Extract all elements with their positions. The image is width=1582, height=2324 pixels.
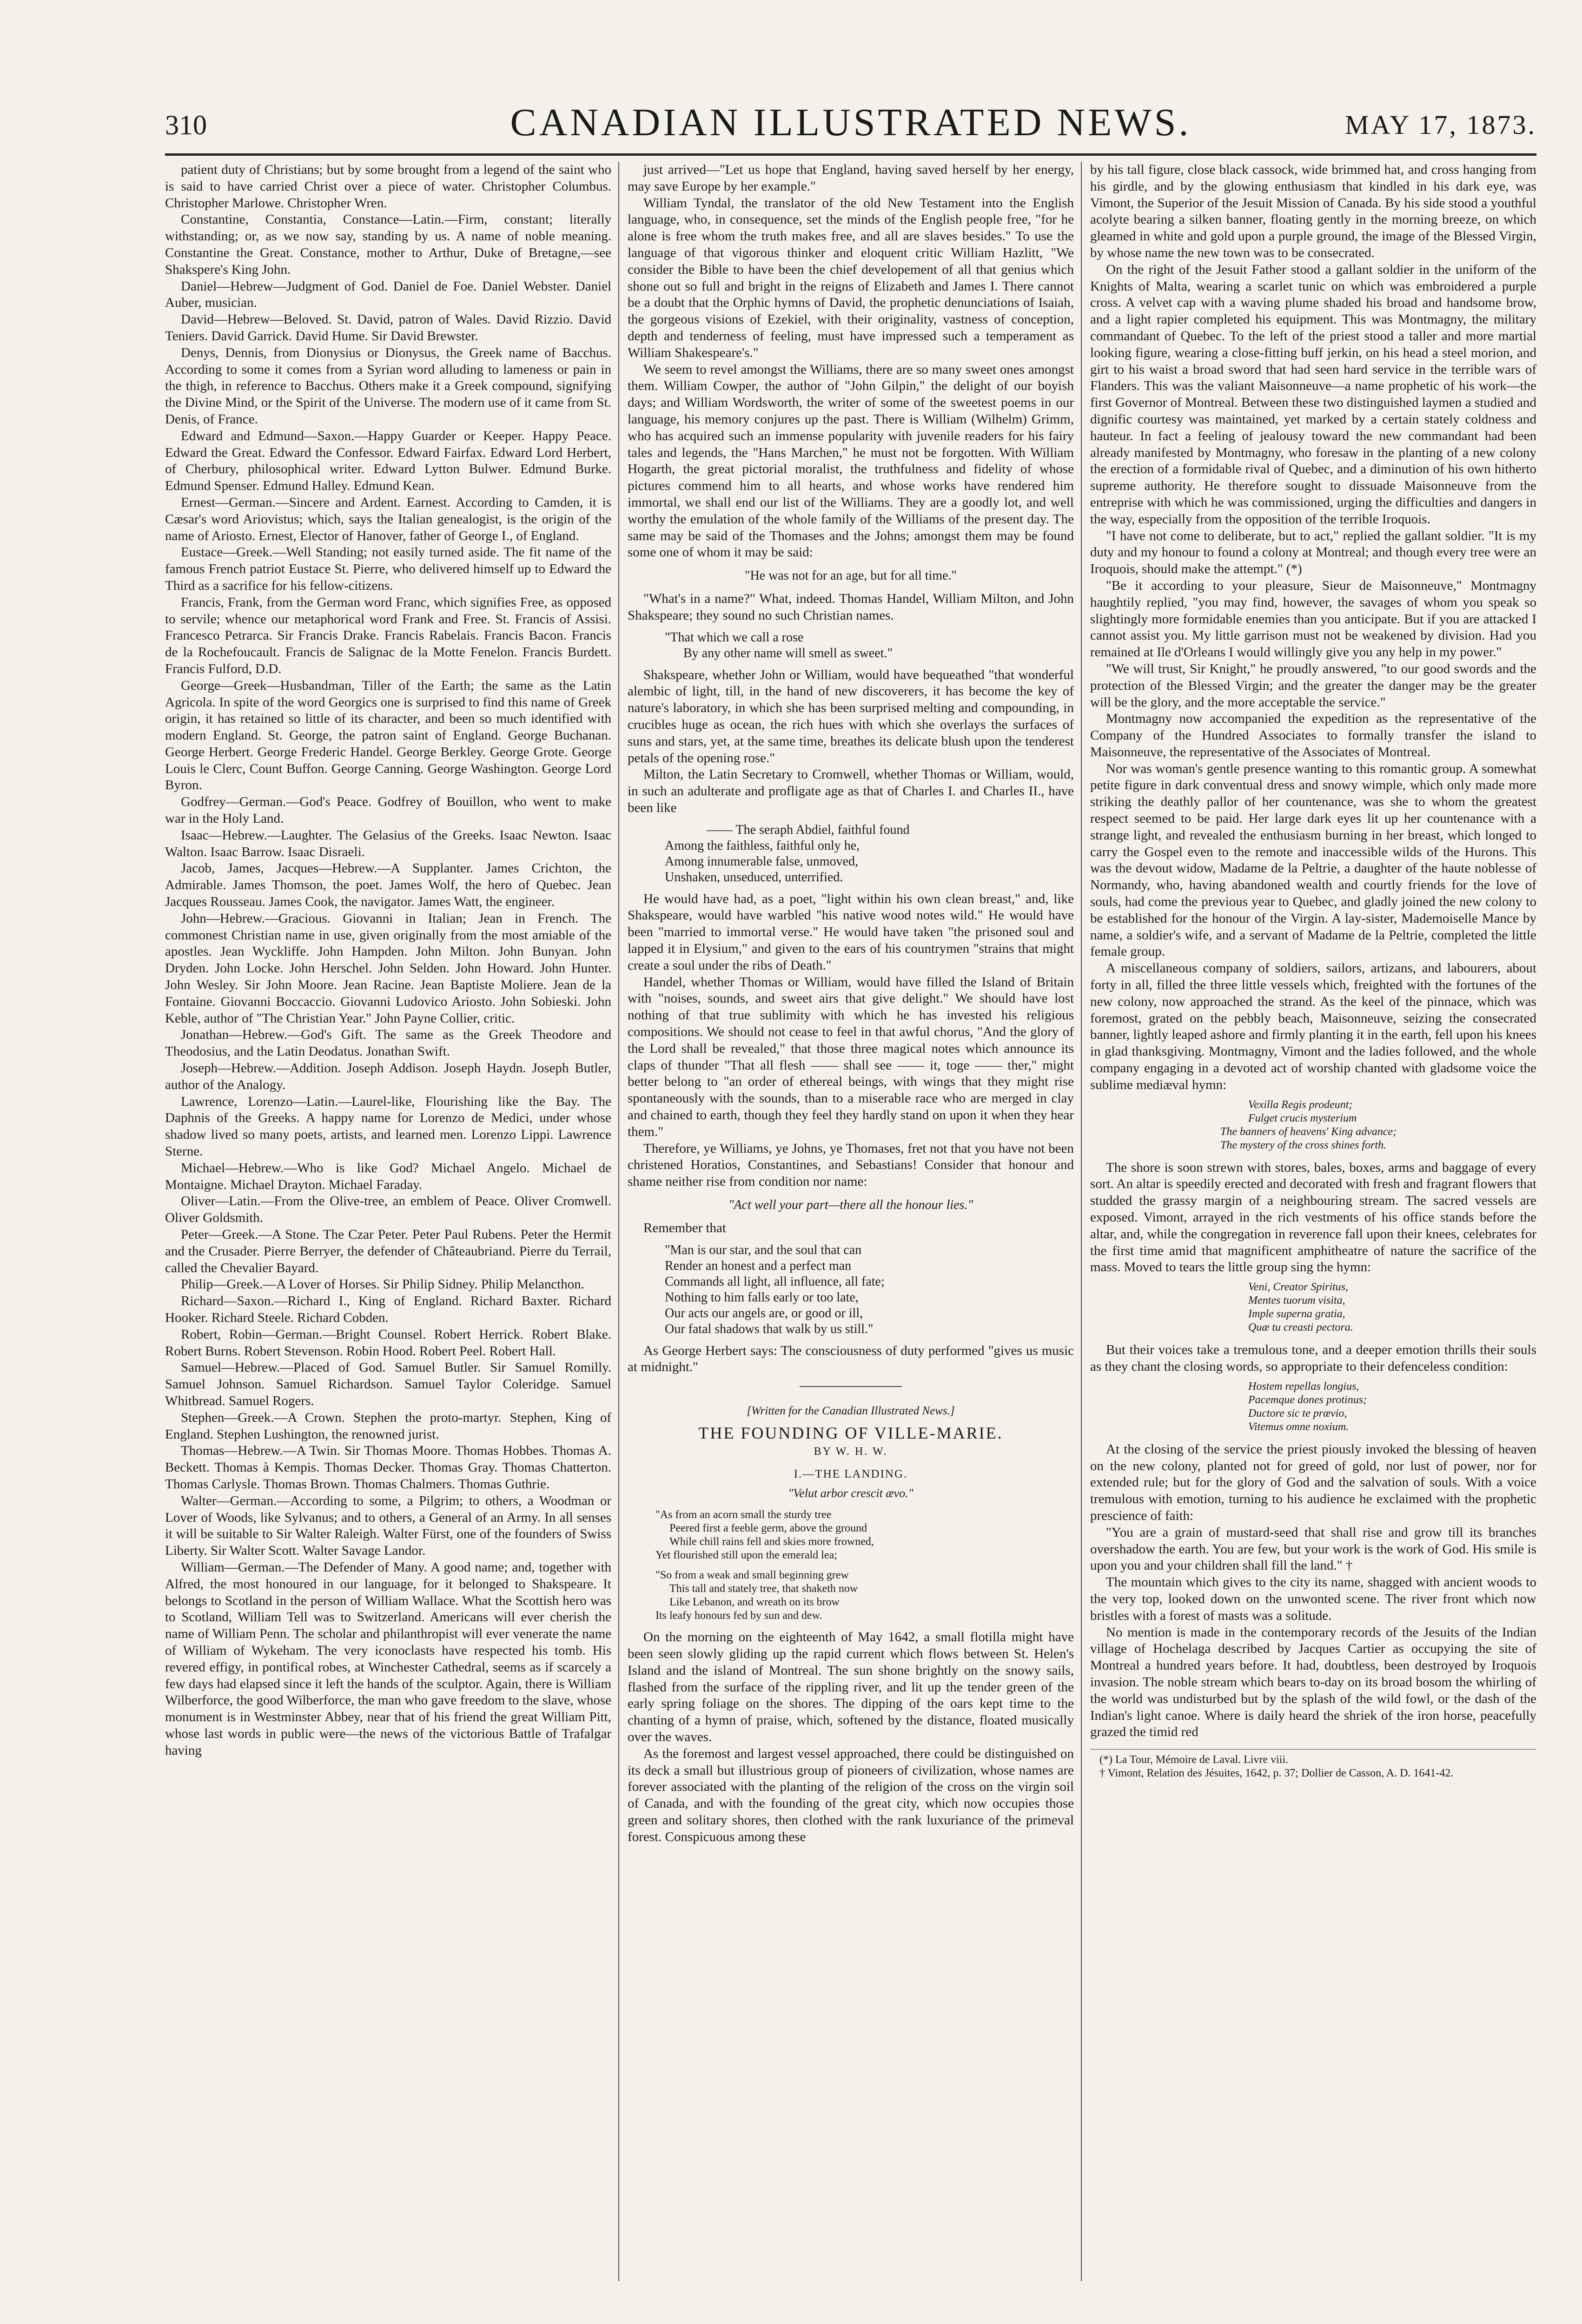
verse-line: Our fatal shadows that walk by us still."	[665, 1321, 874, 1336]
verse-line: Among innumerable false, unmoved,	[665, 854, 859, 869]
paragraph: Jonathan—Hebrew.—God's Gift. The same as the Greek Theodore and Theodosius, and the Latin Deodatus. Jonathan Swift.	[165, 1027, 611, 1059]
masthead-rule	[165, 153, 1536, 156]
paragraph: The shore is soon strewn with stores, bales, boxes, arms and baggage of every sort. An altar is speedily erected and decorated with fresh and fragrant flowers that studded the grassy margin of a neighbouring stream. The sacred vessels are exposed. Vimont, arrayed in the rich vestments of his office stands before the altar, and, while the congregation in reverence fall upon their knees, celebrates for the first time amid that magnificent amphitheatre of nature the sacrifice of the mass. Moved to tears the little group sing the hymn:	[1090, 1160, 1536, 1275]
verse-line: Our acts our angels are, or good or ill,	[665, 1306, 863, 1320]
quotation: "He was not for an age, but for all time."	[745, 568, 957, 583]
paragraph: Therefore, ye Williams, ye Johns, ye Thomases, fret not that you have not been christened Horatios, Constantines, and Sebastians! Consider that honour and shame neither rise from condition nor name:	[628, 1141, 1074, 1189]
paragraph: On the right of the Jesuit Father stood a gallant soldier in the uniform of the Knights of Malta, wearing a scarlet tunic on which was embroidered a purple cross. A velvet cap with a waving plume shaded his broad and handsome brow, and a light rapier completed his equipment. This was Montmagny, the military commandant of Quebec. To the left of the priest stood a taller and more martial looking figure, wearing a close-fitting buff jerkin, on his head a steel morion, and girt to his waist a broad sword that had seen hard service in the terrible wars of Flanders. This was the valiant Maisonneuve—a name prophetic of his work—the first Governor of Montreal. Between these two distinguished laymen a studied and dignific courtesy was maintained, yet marked by a certain stately coldness and hauteur. In fact a feeling of jealousy toward the new commandant had been already manifested by Montmagny, who foresaw in the planting of a new colony the erection of a formidable rival of Quebec, and a diminution of his own hitherto supreme authority. He therefore sought to dissuade Maisonneuve from the entreprise with which he was commissioned, urging the difficulties and dangers in the way, especially from the opposition of the terrible Iroquois.	[1090, 262, 1536, 527]
verse-line: Ductore sic te prævio,	[1248, 1407, 1347, 1419]
poem-stanza	[655, 1569, 1074, 1623]
paragraph: William—German.—The Defender of Many. A good name; and, together with Alfred, the most honoured in our language, for it belonged to Shakspeare. It belongs to Scotland in the person of William Wallace. What the Scottish hero was to Scotland, William Tell was to Switzerland. Americans will ever cherish the name of William Penn. The scholar and philanthropist will ever venerate the name of William of Wykeham. The very iconoclasts have respected his tomb. His revered effigy, in pontifical robes, at Winchester Cathedral, seems as if scarcely a few days had elapsed since it left the hands of the sculptor. Again, there is William Wilberforce, the good Wilberforce, the man who gave freedom to the slave, whose monument is in Westminster Abbey, near that of his friend the great William Pitt, whose last words in public were—the news of the victorious Battle of Trafalgar having	[165, 1559, 611, 1758]
quotation-text: "Act well your part—there all the honour lies."	[728, 1198, 973, 1213]
paragraph: Philip—Greek.—A Lover of Horses. Sir Philip Sidney. Philip Melancthon.	[181, 1277, 585, 1292]
verse-line: Veni, Creator Spiritus,	[1248, 1281, 1349, 1294]
paragraph: No mention is made in the contemporary records of the Jesuits of the Indian village of Hochelaga described by Jacques Cartier as occupying the site of Montreal a hundred years before. It had, doubtless, been destroyed by Iroquois invasion. The noble stream which bears to-day on its broad bosom the whirling of the world was undisturbed but by the splash of the wild fowl, or the dash of the Indian's light canoe. Where is daily heard the shriek of the iron horse, peacefully grazed the timid red	[1090, 1624, 1536, 1740]
paragraph: Thomas—Hebrew.—A Twin. Sir Thomas Moore. Thomas Hobbes. Thomas A. Beckett. Thomas à Kempis. Thomas Decker. Thomas Gray. Thomas Chatterton. Thomas Carlysle. Thomas Brown. Thomas Chalmers. Thomas Guthrie.	[165, 1443, 611, 1492]
verse-line: "Man is our star, and the soul that can	[665, 1242, 862, 1257]
hymn-verse	[1248, 1281, 1536, 1334]
paragraph: Shakspeare, whether John or William, would have bequeathed "that wonderful alembic of light, till, in the hand of new discoverers, it has become the key of nature's laboratory, in which she has been surprised melting and compounding, in crucibles huge as ocean, the rich hues with which she overlays the surfaces of suns and stars, yet, at the same time, breathes its delicate blush upon the tenderest petals of the opening rose."	[628, 667, 1074, 766]
hymn-verse	[1220, 1098, 1536, 1152]
epigraph: "Velut arbor crescit ævo."	[788, 1486, 913, 1500]
verse-line: Unshaken, unseduced, unterrified.	[665, 870, 843, 885]
paragraph: Michael—Hebrew.—Who is like God? Michael Angelo. Michael de Montaigne. Michael Drayton. Michael Faraday.	[165, 1160, 611, 1192]
paragraph: just arrived—"Let us hope that England, having saved herself by her energy, may save Europe by her example."	[628, 162, 1074, 194]
paragraph: Nor was woman's gentle presence wanting to this romantic group. A somewhat petite figure in dark conventual dress and snowy wimple, which only made more striking the deathly pallor of her countenance, was she to whom the greatest respect seemed to be paid. Her large dark eyes lit up her countenance with a strange light, and revealed the enthusiasm burning in her breast, which longed to carry the Gospel even to the remote and inaccessible wilds of the Hurons. This was the devout widow, Madame de la Peltrie, a daughter of the haute noblesse of Normandy, who, having abandoned wealth and courtly friends for the love of souls, had come the previous year to Quebec, and gladly joined the new colony to be established for the honour of the Virgin. A lay-sister, Mademoiselle Mance by name, a soldier's wife, and a servant of Madame de la Peltrie, completed the little female group.	[1090, 761, 1536, 959]
paragraph: A miscellaneous company of soldiers, sailors, artizans, and labourers, about forty in all, filled the three little vessels which, freighted with the fortunes of the new colony, now approached the strand. As the keel of the pinnace, which was foremost, grated on the pebbly beach, Maisonneuve, seizing the consecrated banner, lightly leaped ashore and firmly planting it in the earth, fell upon his knees in glad thanksgiving. Montmagny, Vimont and the ladies followed, and the whole company engaging in a devoted act of worship chanted with gladsome voice the sublime mediæval hymn:	[1090, 961, 1536, 1092]
verse-line: While chill rains fell and skies more frowned,	[669, 1536, 874, 1548]
paragraph: Milton, the Latin Secretary to Cromwell, whether Thomas or William, would, in such an adulterate and profligate age as that of Charles I. and Charles II., have been like	[628, 767, 1074, 815]
paragraph: "What's in a name?" What, indeed. Thomas Handel, William Milton, and John Shakspeare; they sound no such Christian names.	[628, 591, 1074, 623]
paragraph: William Tyndal, the translator of the old New Testament into the English language, who, in consequence, set the minds of the English people free, "for he alone is free whom the truth makes free, and all are slaves besides." To use the language of that vigorous thinker and eloquent critic William Hazlitt, "We consider the Bible to have been the chief developement of all that genius which shone out so full and bright in the reigns of Elizabeth and James I. There cannot be a doubt that the Orphic hymns of David, the prophetic denunciations of Isaiah, the gorgeous visions of Ezekiel, with their originality, vastness of conception, depth and tenderness of feeling, must have impressed such a temperament as William Shakespeare's."	[628, 195, 1074, 360]
paragraph: As George Herbert says: The consciousness of duty performed "gives us music at midnight."	[628, 1343, 1074, 1375]
verse-line: Pacemque dones protinus;	[1248, 1393, 1367, 1406]
paragraph: Edward and Edmund—Saxon.—Happy Guarder or Keeper. Happy Peace. Edward the Great. Edward the Confessor. Edward Fairfax. Edward Lord Herbert, of Cherbury, philosophical writer. Edward Lytton Bulwer. Edmund Burke. Edmund Spenser. Edmund Halley. Edmund Kean.	[165, 428, 611, 494]
paragraph: As the foremost and largest vessel approached, there could be distinguished on its deck a small but illustrious group of pioneers of civilization, whose names are forever associated with the planting of the religion of the cross on the virgin soil of Canada, and with the founding of the great city, which now occupies those green and solitary shores, then clothed with the rank luxuriance of the primeval forest. Conspicuous among these	[628, 1746, 1074, 1844]
column-1	[165, 162, 611, 2281]
paragraph: Richard—Saxon.—Richard I., King of England. Richard Baxter. Richard Hooker. Richard Steele. Richard Cobden.	[165, 1294, 611, 1325]
column-divider	[618, 162, 619, 2281]
paragraph: Lawrence, Lorenzo—Latin.—Laurel-like, Flourishing like the Bay. The Daphnis of the Greeks. A happy name for Lorenzo de Medici, under whose shadow lived so many poets, artists, and learned men. Lorenzo Lippi. Lawrence Sterne.	[165, 1094, 611, 1159]
column-divider	[1081, 162, 1082, 2281]
verse-line: "As from an acorn small the sturdy tree	[655, 1509, 832, 1521]
article-byline: BY W. H. W.	[814, 1445, 888, 1458]
paragraph: Peter—Greek.—A Stone. The Czar Peter. Peter Paul Rubens. Peter the Hermit and the Crusader. Pierre Berryer, the defender of Châteaubriand. Pierre du Terrail, called the Chevalier Bayard.	[165, 1227, 611, 1275]
verse-line: Yet flourished still upon the emerald lea;	[655, 1549, 837, 1562]
paragraph: But their voices take a tremulous tone, and a deeper emotion thrills their souls as they chant the closing words, so appropriate to their defenceless condition:	[1090, 1342, 1536, 1374]
verse-line: Quæ tu creasti pectora.	[1248, 1321, 1353, 1334]
poem-stanza	[655, 1508, 1074, 1562]
verse-line: Vitemus omne noxium.	[1248, 1420, 1349, 1433]
paragraph: At the closing of the service the priest piously invoked the blessing of heaven on the new colony, planted not for greed of gold, nor lust of power, nor for extended rule; but for the glory of God and the salvation of souls. With a voice tremulous with emotion, turning to his audience he exclaimed with the prophetic prescience of faith:	[1090, 1441, 1536, 1523]
paragraph: "You are a grain of mustard-seed that shall rise and grow till its branches overshadow the earth. You are few, but your work is the work of God. His smile is upon you and your children shall fill the land." †	[1090, 1525, 1536, 1573]
paragraph: Samuel—Hebrew.—Placed of God. Samuel Butler. Sir Samuel Romilly. Samuel Johnson. Samuel Richardson. Samuel Taylor Coleridge. Samuel Whitbread. Samuel Rogers.	[165, 1360, 611, 1408]
column-3	[1090, 162, 1536, 2281]
paragraph: He would have had, as a poet, "light within his own clean breast," and, like Shakspeare, would have warbled "his native wood notes wild." He would have been "married to immortal verse." He would have taken "the prisoned soul and lapped it in Elysium," and given to the ears of his countrymen "strains that might create a soul under the ribs of Death."	[628, 891, 1074, 973]
footnote: † Vimont, Relation des Jésuites, 1642, p. 37; Dollier de Casson, A. D. 1641-42.	[1099, 1767, 1454, 1780]
paragraph: Montmagny now accompanied the expedition as the representative of the Company of the Hundred Associates to formally transfer the island to Maisonneuve, the representative of the Associates of Montreal.	[1090, 711, 1536, 759]
paragraph: patient duty of Christians; but by some brought from a legend of the saint who is said to have carried Christ over a piece of water. Christopher Columbus. Christopher Marlowe. Christopher Wren.	[165, 162, 611, 211]
paragraph: David—Hebrew—Beloved. St. David, patron of Wales. David Rizzio. David Teniers. David Garrick. David Hume. Sir David Brewster.	[165, 312, 611, 343]
verse-line: Like Lebanon, and wreath on its brow	[669, 1596, 840, 1609]
paragraph: Constantine, Constantia, Constance—Latin.—Firm, constant; literally withstanding; or, as we now say, standing by us. A name of noble meaning. Constantine the Great. Constance, mother to Arthur, Duke of Bretagne,—see Shakspere's King John.	[165, 212, 611, 277]
verse-line: Vexilla Regis prodeunt;	[1248, 1098, 1353, 1111]
paragraph: Remember that	[643, 1220, 726, 1235]
paragraph: Stephen—Greek.—A Crown. Stephen the proto-martyr. Stephen, King of England. Stephen Lushington, the renowned jurist.	[165, 1410, 611, 1442]
verse-line: Hostem repellas longius,	[1248, 1380, 1359, 1393]
issue-date: MAY 17, 1873.	[1345, 110, 1536, 140]
verse-line: Nothing to him falls early or too late,	[665, 1290, 859, 1305]
masthead	[165, 100, 1536, 151]
journal-title: CANADIAN ILLUSTRATED NEWS.	[510, 101, 1191, 144]
verse-line: By any other name will smell as sweet."	[683, 646, 893, 660]
paragraph: "I have not come to deliberate, but to act," replied the gallant soldier. "It is my duty and my honour to found a colony at Montreal; and though every tree were an Iroquois, should make the attempt." (*)	[1090, 528, 1536, 577]
paragraph: Denys, Dennis, from Dionysius or Dionysus, the Greek name of Bacchus. According to some it comes from a Syrian word alluding to lameness or pain in the thigh, in reference to Bacchus. Others make it a Greek compound, signifying the Divine Mind, or the Spirit of the Universe. The modern use of it came from St. Denis, of France.	[165, 345, 611, 427]
footnotes	[1090, 1749, 1536, 1780]
verse-line: The banners of heavens' King advance;	[1220, 1125, 1397, 1138]
paragraph: Isaac—Hebrew.—Laughter. The Gelasius of the Greeks. Isaac Newton. Isaac Walton. Isaac Barrow. Isaac Disraeli.	[165, 827, 611, 859]
paragraph: by his tall figure, close black cassock, wide brimmed hat, and cross hanging from his girdle, and by the glowing enthusiasm that kindled in his dark eye, was Vimont, the Superior of the Jesuit Mission of Canada. By his side stood a youthful acolyte bearing a silken banner, floating gently in the morning breeze, on which gleamed in white and gold upon a purple ground, the image of the Blessed Virgin, by whose name the new town was to be consecrated.	[1090, 162, 1536, 260]
verse-line: Render an honest and a perfect man	[665, 1258, 852, 1273]
paragraph: We seem to revel amongst the Williams, there are so many sweet ones amongst them. William Cowper, the author of "John Gilpin," the delight of our boyish days; and William Wordsworth, the writer of some of the sweetest poems in our language, his memory conjures up the past. There is William (Wilhelm) Grimm, who has acquired such an immense popularity with juvenile readers for his fairy tales and legends, the "Hans Marchen," he must not be forgotten. With William Hogarth, the great pictorial moralist, the truthfulness and fidelity of whose pictures commend him to all hearts, and whose works have rendered him immortal, we shall end our list of the Williams. They are a goodly lot, and well worthy the emulation of the whole family of the Williams of the present day. The same may be said of the Thomases and the Johns; amongst them may be found some one of whom it may be said:	[628, 362, 1074, 560]
paragraph: "Be it according to your pleasure, Sieur de Maisonneuve," Montmagny haughtily replied, "you may find, however, the savages of whom you speak so slightingly more formidable enemies than you anticipate. But if you are attacked I cannot assist you. My little garrison must not be weakened by division. Had you remained at Ile d'Orleans I would willingly give you any help in my power."	[1090, 578, 1536, 660]
page-number: 310	[165, 110, 207, 140]
verse-line: Peered first a feeble germ, above the ground	[669, 1522, 867, 1535]
paragraph: Handel, whether Thomas or William, would have filled the Island of Britain with "noises, sounds, and sweet airs that give delight." We should have lost nothing of that true sublimity with which he has invested his religious compositions. We should not cease to feel in that awful chorus, "And the glory of the Lord shall be revealed," that those three magical notes which announce its claps of thunder "That all flesh —— shall see —— it, toge —— ther," might better belong to "an order of ethereal beings, with wings that they might rise spontaneously with the sounds, than to a miserable race who are merged in clay and chained to earth, though they feel they hardly stand on upon it when they hear them."	[628, 974, 1074, 1139]
verse-line: Among the faithless, faithful only he,	[665, 838, 860, 853]
paragraph: Daniel—Hebrew—Judgment of God. Daniel de Foe. Daniel Webster. Daniel Auber, musician.	[165, 278, 611, 310]
paragraph: Oliver—Latin.—From the Olive-tree, an emblem of Peace. Oliver Cromwell. Oliver Goldsmith.	[165, 1194, 611, 1226]
paragraph: Eustace—Greek.—Well Standing; not easily turned aside. The fit name of the famous French patriot Eustace St. Pierre, who delivered himself up to Edward the Third as a sacrifice for his fellow-citizens.	[165, 545, 611, 593]
paragraph: Ernest—German.—Sincere and Ardent. Earnest. According to Camden, it is Cæsar's word Ariovistus; which, says the Italian genealogist, is the origin of the name of Ariosto. Ernest, Elector of Hanover, father of George I., of England.	[165, 495, 611, 543]
verse	[665, 1242, 1074, 1337]
paragraph: On the morning on the eighteenth of May 1642, a small flotilla might have been seen slowly gliding up the rapid current which flows between St. Helen's Island and the island of Montreal. The sun shone brightly on the snowy sails, flashed from the surface of the rippling river, and lit up the tender green of the early spring foliage on the shores. The dipping of the oars kept time to the chanting of a hymn of praise, which, softened by the distance, floated musically over the waves.	[628, 1630, 1074, 1744]
paragraph: Francis, Frank, from the German word Franc, which signifies Free, as opposed to servile; whence our metaphorical word Frank and Free. St. Francis of Assisi. Francesco Petrarca. Sir Francis Drake. Francis Rabelais. Francis Bacon. Francis de la Rochefoucault. Francis de Salignac de la Motte Fenelon. Francis Burdett. Francis Fulford, D.D.	[165, 594, 611, 676]
verse-line: Its leafy honours fed by sun and dew.	[655, 1610, 822, 1622]
verse-line: The mystery of the cross shines forth.	[1220, 1139, 1387, 1151]
paragraph: Jacob, James, Jacques—Hebrew.—A Supplanter. James Crichton, the Admirable. James Thomson, the poet. James Wolf, the hero of Quebec. Jean Jacques Rousseau. James Cook, the navigator. James Watt, the engineer.	[165, 861, 611, 910]
column-2	[628, 162, 1074, 2281]
verse-line: —— The seraph Abdiel, faithful found	[707, 822, 910, 837]
paragraph: Robert, Robin—German.—Bright Counsel. Robert Herrick. Robert Blake. Robert Burns. Robert Stevenson. Robin Hood. Robert Peel. Robert Hall.	[165, 1327, 611, 1359]
article-title: THE FOUNDING OF VILLE-MARIE.	[698, 1424, 1003, 1443]
verse	[665, 822, 1074, 885]
verse	[665, 630, 1074, 661]
section-heading: I.—THE LANDING.	[794, 1467, 908, 1480]
paragraph: "We will trust, Sir Knight," he proudly answered, "to our good swords and the protection of the Blessed Virgin; and the greater the danger may be the greater will be the glory, and the more acceptable the service."	[1090, 661, 1536, 710]
verse-line: Mentes tuorum visita,	[1248, 1294, 1345, 1307]
hymn-verse	[1248, 1380, 1536, 1434]
paragraph: Godfrey—German.—God's Peace. Godfrey of Bouillon, who went to make war in the Holy Land.	[165, 794, 611, 826]
verse-line: Fulget crucis mysterium	[1248, 1112, 1357, 1124]
paragraph: The mountain which gives to the city its name, shagged with ancient woods to the very top, looked down on the unwonted scene. The river front which now bristles with a forest of masts was a solitude.	[1090, 1575, 1536, 1623]
paragraph: Walter—German.—According to some, a Pilgrim; to others, a Woodman or Lover of Woods, like Sylvanus; and to others, a General of an Army. In all senses it will be suitable to Sir Walter Raleigh. Walter Fürst, one of the founders of Swiss Liberty. Sir Walter Scott. Walter Savage Landor.	[165, 1493, 611, 1558]
verse-line: "That which we call a rose	[665, 630, 804, 645]
article-note: [Written for the Canadian Illustrated News.]	[747, 1405, 955, 1418]
footnote: (*) La Tour, Mémoire de Laval. Livre viii.	[1099, 1754, 1289, 1766]
section-divider	[800, 1386, 902, 1387]
verse-line: This tall and stately tree, that shaketh now	[669, 1583, 858, 1595]
paragraph: John—Hebrew.—Gracious. Giovanni in Italian; Jean in French. The commonest Christian name in use, given originally from the most amiable of the apostles. Jean Wyckliffe. John Hampden. John Milton. John Bunyan. John Dryden. John Locke. John Herschel. John Selden. John Howard. John Hunter. John Wesley. Sir John Moore. Jean Racine. Jean Baptiste Moliere. Jean de la Fontaine. Giovanni Boccaccio. Giovanni Ludovico Ariosto. John Sobieski. John Keble, author of "The Christian Year." John Payne Collier, critic.	[165, 911, 611, 1026]
paragraph: George—Greek—Husbandman, Tiller of the Earth; the same as the Latin Agricola. In spite of the word Georgics one is surprised to find this name of Greek origin, it has retained so little of its character, and been so much identified with modern England. St. George, the patron saint of England. George Buchanan. George Herbert. George Frederic Handel. George Berkley. George Grote. George Louis le Clerc, Count Buffon. George Canning. George Washington. George Lord Byron.	[165, 678, 611, 793]
verse-line: "So from a weak and small beginning grew	[655, 1569, 849, 1582]
paragraph: Joseph—Hebrew.—Addition. Joseph Addison. Joseph Haydn. Joseph Butler, author of the Analogy.	[165, 1061, 611, 1092]
verse-line: Imple superna gratia,	[1248, 1308, 1345, 1320]
verse-line: Commands all light, all influence, all fate;	[665, 1274, 885, 1289]
quotation	[628, 1197, 1074, 1214]
